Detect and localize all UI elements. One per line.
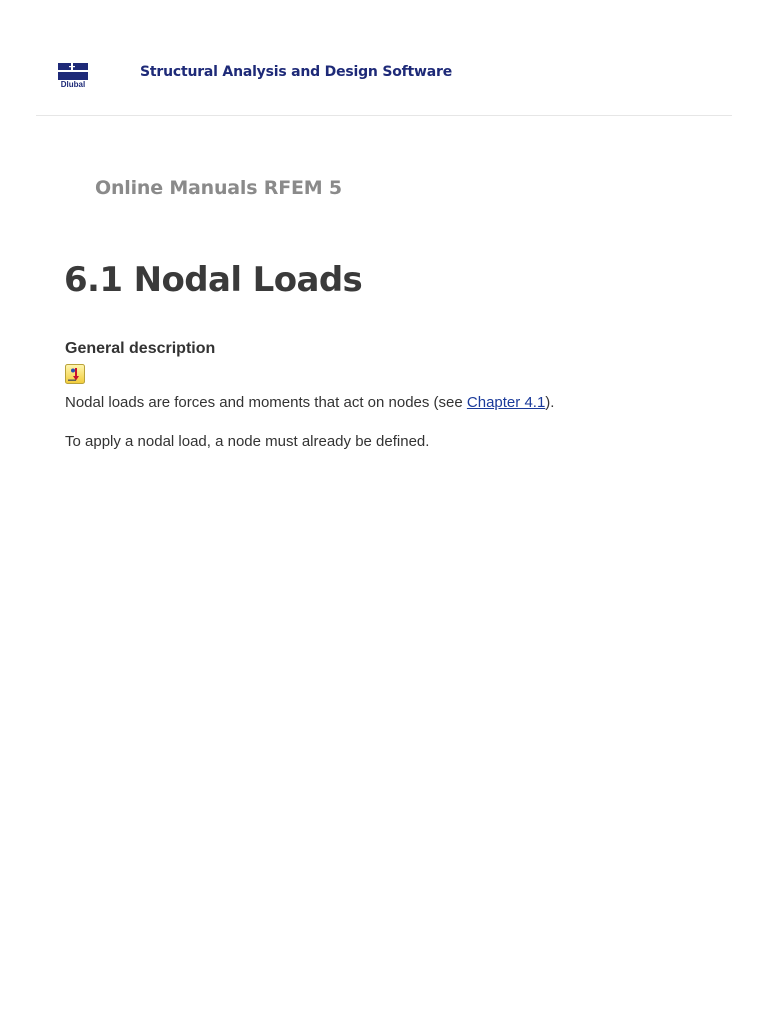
logo-text: Dlubal <box>60 80 86 89</box>
node-requirement-paragraph: To apply a nodal load, a node must already be defined. <box>65 433 430 450</box>
chapter-link[interactable]: Chapter 4.1 <box>466 394 546 411</box>
dlubal-logo-icon <box>58 63 88 80</box>
page-title: 6.1 Nodal Loads <box>64 260 363 300</box>
manual-title[interactable]: Online Manuals RFEM 5 <box>95 177 342 199</box>
description-paragraph <box>65 393 554 413</box>
header-divider <box>36 115 732 116</box>
dlubal-logo[interactable] <box>58 63 88 91</box>
section-heading: General description <box>65 340 216 357</box>
nodal-load-toolbar-icon <box>65 364 85 384</box>
site-tagline: Structural Analysis and Design Software <box>140 64 453 80</box>
paragraph-text: Nodal loads are forces and moments that act on nodes (see <box>65 394 467 411</box>
site-header <box>0 0 768 116</box>
paragraph-text-end: ). <box>545 394 555 411</box>
